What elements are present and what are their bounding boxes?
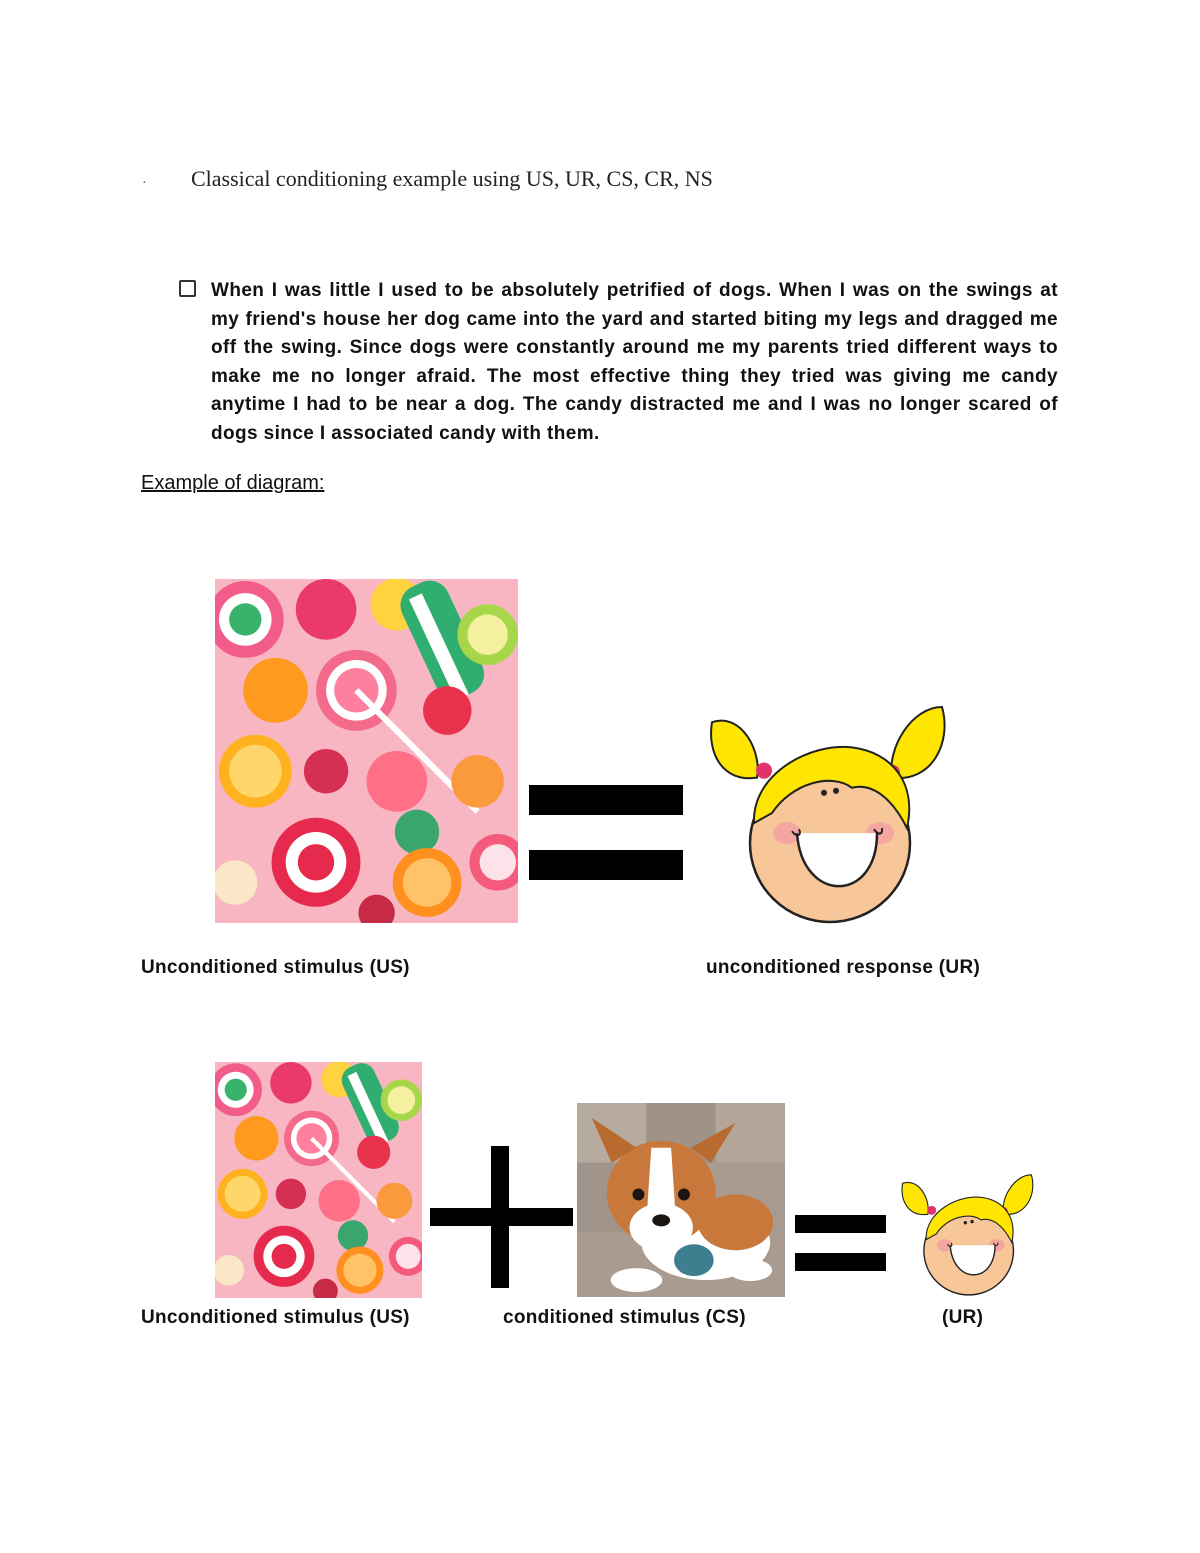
smiling-girl-icon [702,702,952,924]
caption-ur: (UR) [942,1307,984,1328]
caption-unconditioned-stimulus: Unconditioned stimulus (US) [141,957,410,978]
list-bullet: · [142,176,147,191]
candy-photo-icon [215,579,518,923]
caption-unconditioned-stimulus-2: Unconditioned stimulus (US) [141,1307,410,1328]
story-paragraph: When I was little I used to be absolutely petrified of dogs. When I was on the swings at my friend's house her dog came into the yard and started biting my legs and dragged me off the swing. Since dogs were constantly around me my parents tried different ways to make me no longer afraid. The most effective thing they tried was giving me candy anytime I had to be near a dog. The candy distracted me and I was no longer scared of dogs since I associated candy with them. [211,280,1058,444]
puppy-photo-icon [577,1103,785,1297]
diagram-label: Example of diagram: [141,472,325,494]
smiling-girl-small-icon [897,1172,1037,1296]
caption-conditioned-stimulus: conditioned stimulus (CS) [503,1307,746,1328]
caption-unconditioned-response: unconditioned response (UR) [706,957,981,978]
checkbox-bullet-icon [179,280,196,297]
candy-photo-small-icon [215,1062,422,1298]
page-heading: Classical conditioning example using US, UR, CS, CR, NS [191,166,713,191]
